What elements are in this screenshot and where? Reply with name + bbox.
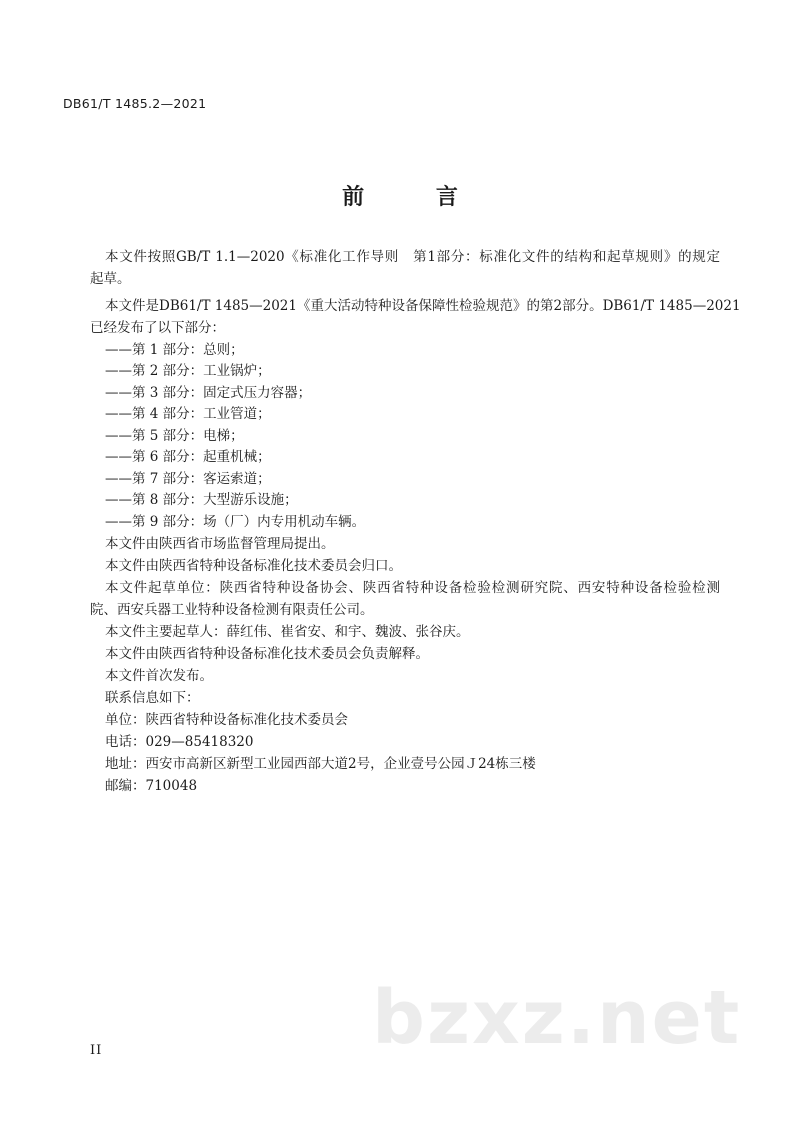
paragraph-line: 本文件由陕西省特种设备标准化技术委员会负责解释。: [105, 646, 429, 662]
paragraph-line: 本文件首次发布。: [105, 668, 213, 684]
list-item: ——第 7 部分：客运索道；: [105, 471, 271, 487]
document-code: DB61/T 1485.2—2021: [63, 96, 207, 111]
watermark: bzxz.net: [372, 975, 742, 1061]
paragraph-line: 本文件主要起草人：薛红伟、崔省安、和宇、魏波、张谷庆。: [105, 624, 470, 640]
paragraph-line: 本文件按照GB/T 1.1—2020《标准化工作导则 第1部分：标准化文件的结构和起草规则》的规定: [105, 249, 720, 265]
contact-address: 地址：西安市高新区新型工业园西部大道2号，企业壹号公园Ｊ24栋三楼: [105, 756, 536, 772]
list-item: ——第 9 部分：场（厂）内专用机动车辆。: [105, 514, 366, 530]
paragraph-line: 本文件由陕西省市场监督管理局提出。: [105, 536, 335, 552]
paragraph-line: 本文件是DB61/T 1485—2021《重大活动特种设备保障性检验规范》的第2部分。DB61/T 1485—2021: [105, 298, 741, 314]
paragraph-line: 联系信息如下：: [105, 690, 200, 706]
page-number: II: [90, 1043, 103, 1058]
paragraph-line: 本文件由陕西省特种设备标准化技术委员会归口。: [105, 558, 402, 574]
list-item: ——第 3 部分：固定式压力容器；: [105, 385, 312, 401]
page-title: 前 言: [342, 185, 490, 210]
list-item: ——第 8 部分：大型游乐设施；: [105, 492, 298, 508]
list-item: ——第 1 部分：总则；: [105, 342, 244, 358]
list-item: ——第 6 部分：起重机械；: [105, 449, 271, 465]
list-item: ——第 5 部分：电梯；: [105, 428, 244, 444]
contact-postcode: 邮编：710048: [105, 778, 198, 794]
paragraph-line: 起草。: [90, 271, 131, 287]
contact-phone: 电话：029—85418320: [105, 734, 254, 750]
paragraph-line: 本文件起草单位：陕西省特种设备协会、陕西省特种设备检验检测研究院、西安特种设备检验检测: [105, 580, 720, 596]
list-item: ——第 2 部分：工业锅炉；: [105, 363, 271, 379]
contact-unit: 单位：陕西省特种设备标准化技术委员会: [105, 712, 348, 728]
paragraph-line: 院、西安兵器工业特种设备检测有限责任公司。: [90, 602, 374, 618]
paragraph-line: 已经发布了以下部分：: [90, 320, 225, 336]
list-item: ——第 4 部分：工业管道；: [105, 406, 271, 422]
